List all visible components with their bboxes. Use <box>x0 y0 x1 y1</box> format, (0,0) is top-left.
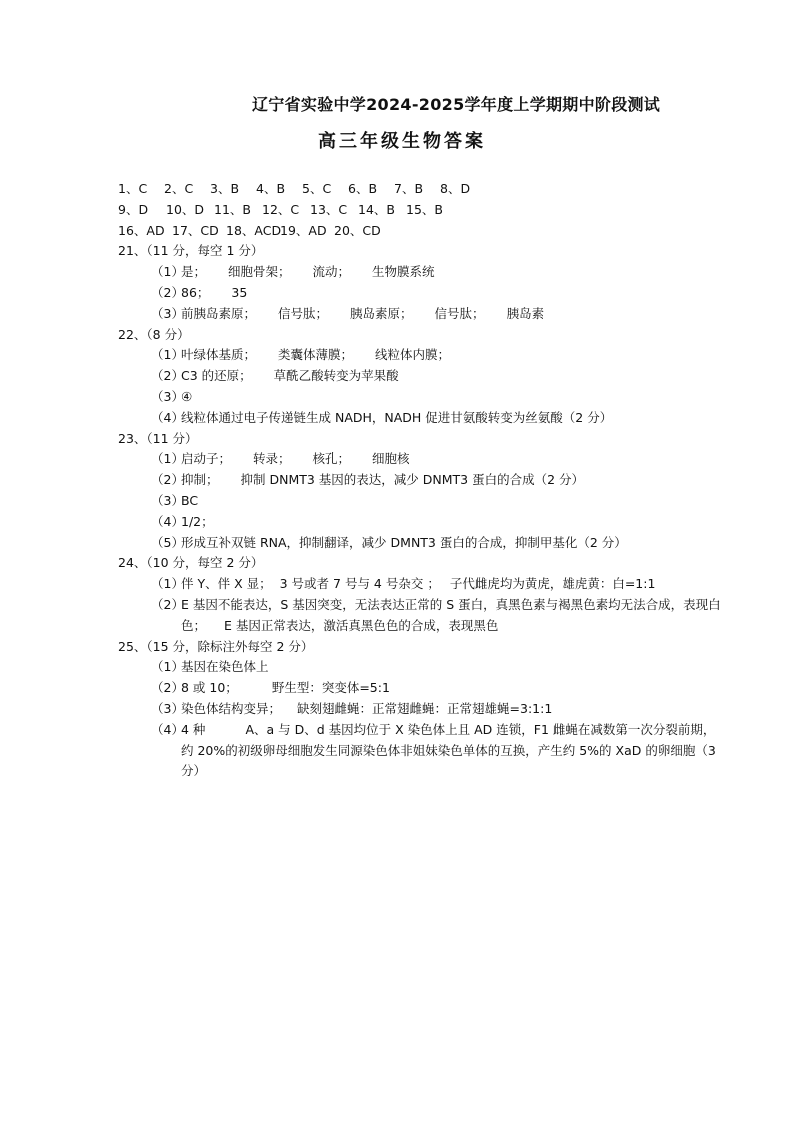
answer-part: 细胞骨架； <box>228 264 291 280</box>
sub-label: （2） <box>151 368 184 384</box>
q24-heading: 24、（10 分，每空 2 分） <box>118 555 264 571</box>
q21-sub2 <box>118 283 718 304</box>
answer-part: 线粒体内膜； <box>375 347 451 363</box>
mc-answer: 3、B <box>210 181 240 196</box>
answer-part: 子代雌虎均为黄虎，雄虎黄：白=1:1 <box>449 576 656 592</box>
mc-answer: 18、ACD <box>226 222 282 238</box>
q22-sub4 <box>118 408 718 429</box>
sub-label: （1） <box>151 576 184 592</box>
mc-row-1 <box>118 179 718 200</box>
mc-answer: 19、AD <box>280 222 327 238</box>
mc-answer: 9、D <box>118 201 149 217</box>
q22-sub2 <box>118 366 718 387</box>
answer-part: 信号肽； <box>278 305 329 321</box>
mc-answer: 13、C <box>310 201 348 217</box>
q23-sub4 <box>118 512 718 533</box>
answer-part: A、a 与 D、d 基因均位于 X 染色体上且 AD 连锁，F1 雌蝇在减数第一次分裂前期，约 20%的初级卵母细胞发生同源染色体非姐妹染色单体的互换，产生约 5%的 XaD 的卵细胞（3 分） <box>181 721 716 779</box>
answer-part: 野生型：突变体=5:1 <box>271 680 390 696</box>
answer-part: BC <box>181 492 199 508</box>
q23-sub1 <box>118 449 718 470</box>
q21-sub1 <box>118 262 718 283</box>
answer-part: 缺刻翅雌蝇：正常翅雌蝇：正常翅雄蝇=3:1:1 <box>297 700 553 716</box>
answer-part: 类囊体薄膜； <box>278 347 354 363</box>
answer-part: 启动子； <box>181 451 232 467</box>
mc-answer: 17、CD <box>172 222 219 238</box>
answer-part: E 基因不能表达，S 基因突变，无法表达正常的 S 蛋白，真黑色素与褐黑色素均无法合成，表现白色； <box>181 596 721 633</box>
answer-part: 伴 Y、伴 X 显； <box>181 576 272 592</box>
answer-part: 抑制 DNMT3 基因的表达，减少 DNMT3 蛋白的合成（2 分） <box>240 472 585 488</box>
mc-answer: 1、C <box>118 181 148 196</box>
mc-row-3 <box>118 221 718 242</box>
answer-content <box>118 179 721 782</box>
mc-answer: 5、C <box>302 181 332 196</box>
answer-part: 线粒体通过电子传递链生成 NADH，NADH 促进甘氨酸转变为丝氨酸（2 分） <box>181 409 613 425</box>
sub-label: （3） <box>151 700 184 716</box>
answer-part: 生物膜系统 <box>372 264 435 280</box>
answer-part: 3 号或者 7 号与 4 号杂交 ； <box>279 576 440 592</box>
answer-part: ④ <box>181 388 193 404</box>
sub-label: （2） <box>151 472 184 488</box>
mc-answer: 2、C <box>164 181 194 196</box>
sub-label: （1） <box>151 451 184 467</box>
document-subtitle: 高三年级生物答案 <box>318 131 486 152</box>
sub-label: （5） <box>151 534 184 550</box>
answer-part: 叶绿体基质； <box>181 347 257 363</box>
answer-part: 核孔； <box>312 451 351 467</box>
answer-part: 抑制； <box>181 472 219 488</box>
q21-heading: 21、（11 分，每空 1 分） <box>118 243 264 259</box>
mc-answer: 12、C <box>262 201 300 217</box>
q25-sub1 <box>118 657 718 678</box>
sub-label: （4） <box>151 721 184 737</box>
sub-label: （2） <box>151 680 184 696</box>
sub-label: （4） <box>151 513 184 529</box>
answer-part: 信号肽； <box>434 305 485 321</box>
q22-sub1 <box>118 345 718 366</box>
mc-answer: 15、B <box>406 201 443 217</box>
q21-sub3 <box>118 304 718 325</box>
answer-part: 形成互补双链 RNA，抑制翻译，减少 DMNT3 蛋白的合成，抑制甲基化（2 分） <box>181 534 627 550</box>
q25-sub2 <box>118 678 718 699</box>
q25-heading: 25、（15 分，除标注外每空 2 分） <box>118 638 314 654</box>
answer-part: 35 <box>231 284 248 300</box>
q23-heading: 23、（11 分） <box>118 430 198 446</box>
q23-sub2 <box>118 470 718 491</box>
answer-part: 1/2； <box>181 513 214 529</box>
answer-part: 胰岛素原； <box>350 305 413 321</box>
sub-label: （2） <box>151 284 184 300</box>
answer-part: 转录； <box>253 451 291 467</box>
sub-label: （2） <box>151 596 184 612</box>
answer-part: 草酰乙酸转变为苹果酸 <box>273 368 399 384</box>
answer-part: C3 的还原； <box>181 368 252 384</box>
mc-answer: 14、B <box>358 201 395 217</box>
mc-row-2 <box>118 200 718 221</box>
mc-answer: 16、AD <box>118 222 165 238</box>
q24-sub1 <box>118 574 718 595</box>
sub-label: （4） <box>151 409 184 425</box>
sub-label: （3） <box>151 305 184 321</box>
answer-part: 胰岛素 <box>506 305 545 321</box>
sub-label: （3） <box>151 492 184 508</box>
sub-label: （1） <box>151 659 184 675</box>
q22-heading: 22、（8 分） <box>118 326 190 342</box>
answer-part: 染色体结构变异； <box>181 700 282 716</box>
q24-sub2 <box>118 595 721 637</box>
sub-label: （3） <box>151 388 184 404</box>
mc-answer: 8、D <box>440 181 471 196</box>
answer-part: 86； <box>181 284 210 300</box>
sub-label: （1） <box>151 264 184 280</box>
mc-answer: 6、B <box>348 181 378 196</box>
q25-sub3 <box>118 699 718 720</box>
answer-part: 流动； <box>312 264 351 280</box>
document-title: 辽宁省实验中学2024-2025学年度上学期期中阶段测试 <box>252 95 661 114</box>
mc-answer: 11、B <box>214 201 251 217</box>
q23-sub3 <box>118 491 718 512</box>
mc-answer: 10、D <box>166 201 205 217</box>
answer-part: 4 种 <box>181 721 206 737</box>
answer-part: 是； <box>181 264 207 280</box>
answer-part: E 基因正常表达，激活真黑色色的合成，表现黑色 <box>224 617 499 633</box>
mc-answer: 4、B <box>256 181 286 196</box>
multiple-choice-answers <box>118 179 718 241</box>
answer-part: 细胞核 <box>372 451 410 467</box>
q23-sub5 <box>118 533 718 554</box>
mc-answer: 7、B <box>394 181 424 196</box>
answer-part: 8 或 10； <box>181 680 238 696</box>
mc-answer: 20、CD <box>334 222 381 238</box>
sub-label: （1） <box>151 347 184 363</box>
q25-sub4 <box>118 720 721 782</box>
answer-part: 基因在染色体上 <box>181 659 269 675</box>
answer-part: 前胰岛素原； <box>181 305 257 321</box>
q22-sub3 <box>118 387 718 408</box>
